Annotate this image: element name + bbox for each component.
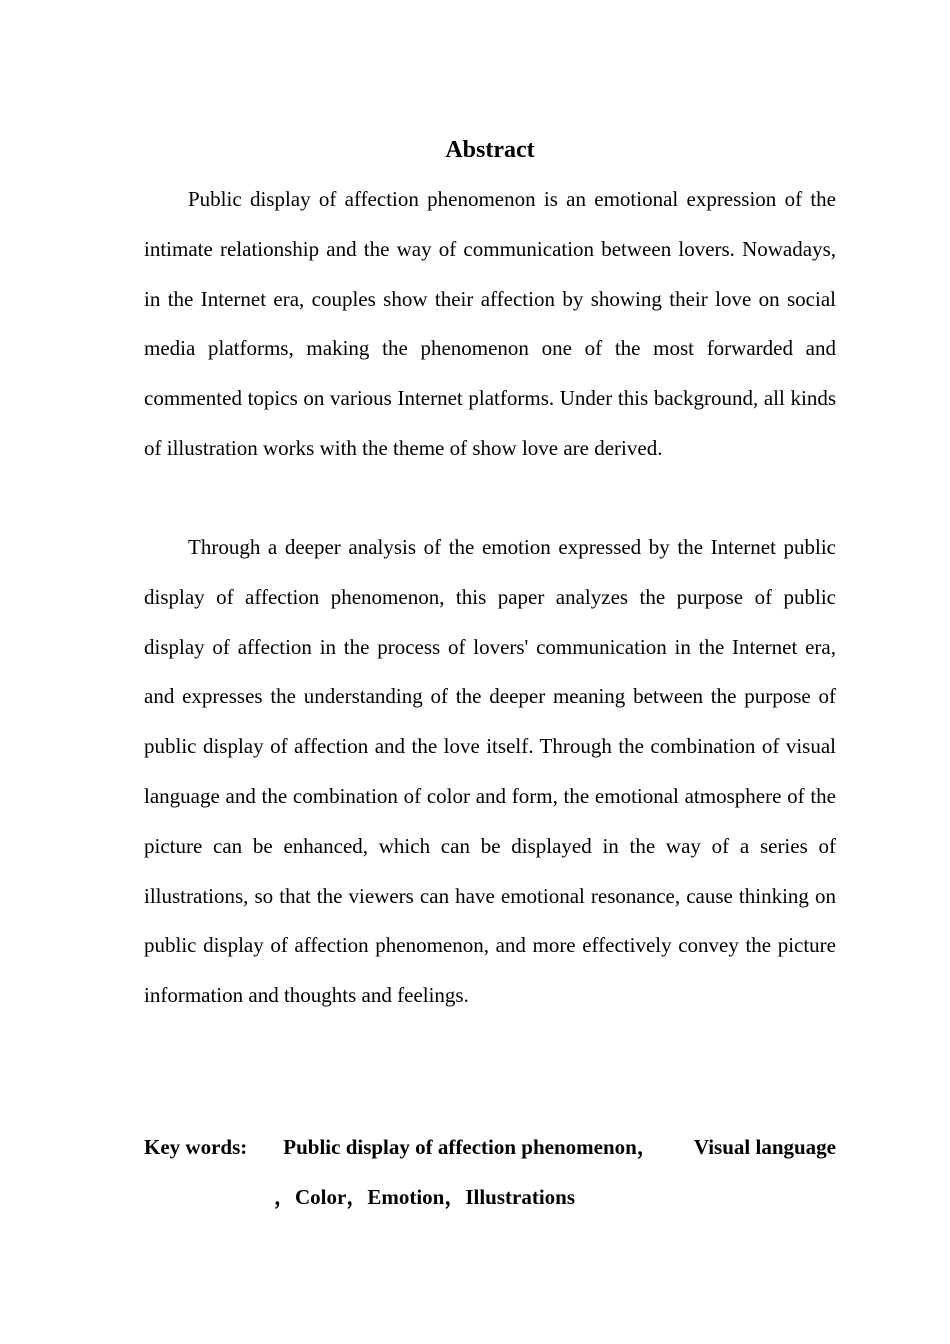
keyword-visual-language: Visual language xyxy=(693,1135,836,1159)
abstract-title: Abstract xyxy=(445,137,535,163)
abstract-paragraph-2: Through a deeper analysis of the emotion expressed by the Internet public display of affection phenomenon, this paper analyzes the purpose of public display of affection in the process of lovers' communication in the Internet era, and expresses the understanding of the deeper meaning between the purpose of public display of affection and the love itself. Through the combination of visual language and the combination of color and form, the emotional atmosphere of the picture can be enhanced, which can be displayed in the way of a series of illustrations, so that the viewers can have emotional resonance, cause thinking on public display of affection phenomenon, and more effectively convey the picture information and thoughts and feelings. xyxy=(144,535,836,1008)
abstract-paragraph-1: Public display of affection phenomenon is an emotional expression of the intimate relationship and the way of communication between lovers. Nowadays, in the Internet era, couples show their affection by showing their love on social media platforms, making the phenomenon one of the most forwarded and commented topics on various Internet platforms. Under this background, all kinds of illustration works with the theme of show love are derived. xyxy=(144,187,836,460)
keywords-section xyxy=(144,1122,836,1222)
keywords-label: Key words: xyxy=(144,1135,248,1159)
keywords-line-1 xyxy=(144,1122,836,1172)
keyword-pda-phenomenon: Public display of affection phenomenon， xyxy=(283,1135,658,1159)
keywords-line-2 xyxy=(144,1172,836,1222)
keyword-color-emotion-illustrations: ，Color，Emotion，Illustrations xyxy=(274,1185,576,1209)
